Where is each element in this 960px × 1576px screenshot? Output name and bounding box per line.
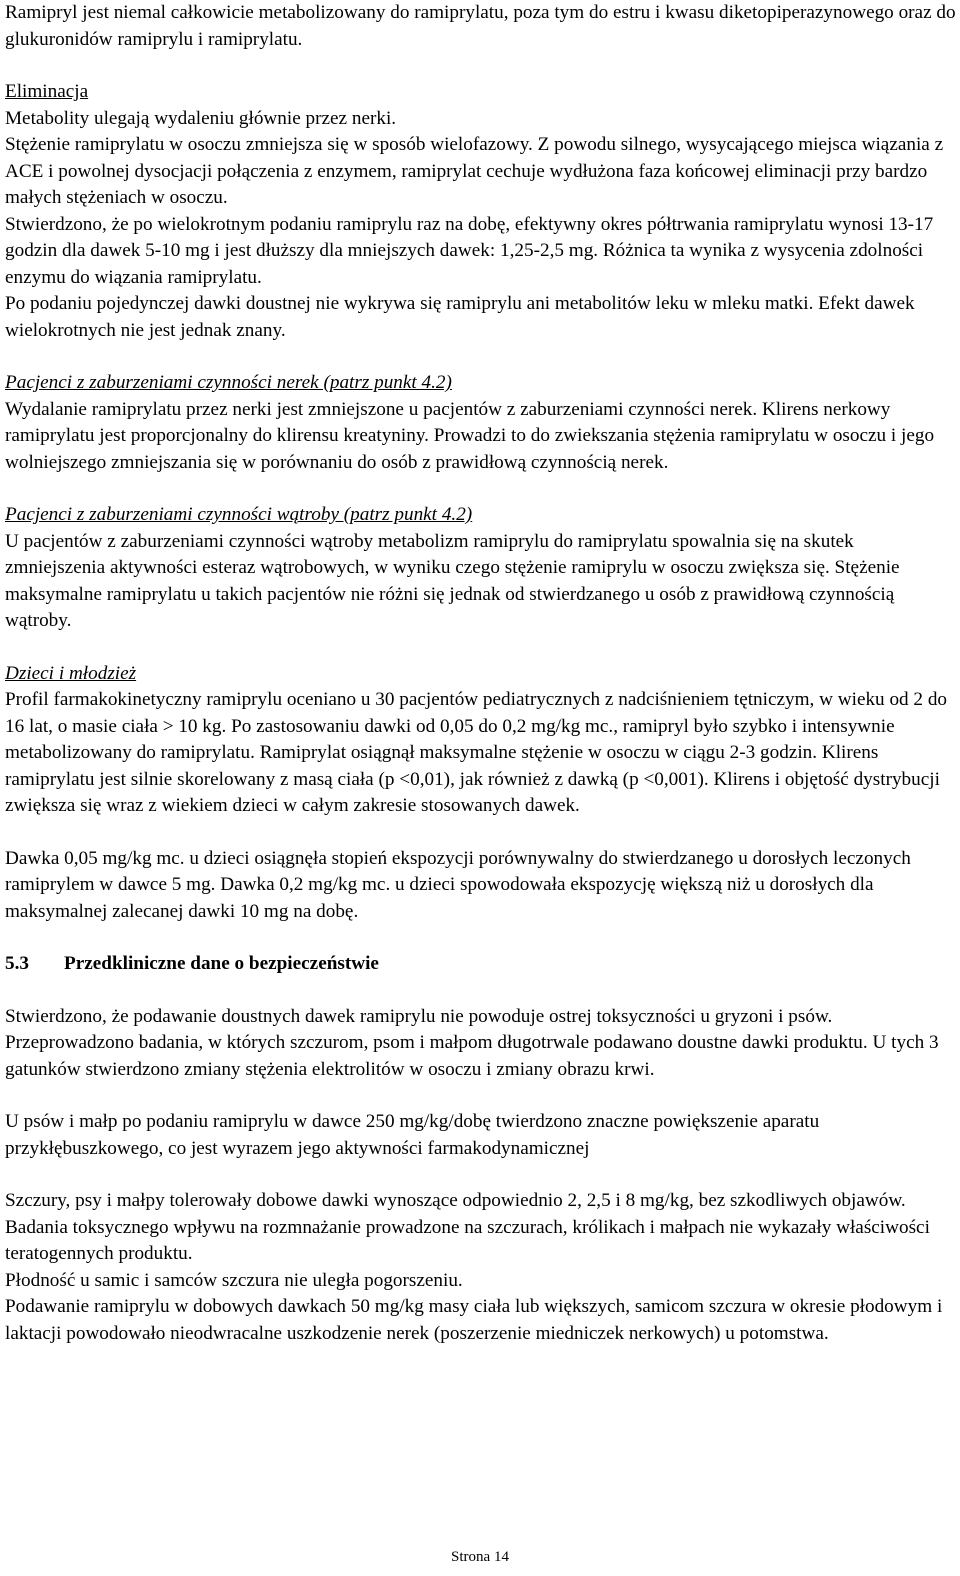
elimination-paragraph-3: Stwierdzono, że po wielokrotnym podaniu ramiprylu raz na dobę, efektywny okres półtrwania ramiprylatu wynosi 13-17 godzin dla dawek 5-10 mg i jest dłuższy dla mniejszych dawek: 1,25-2,5 mg. Różnica ta wynika z wysycenia zdolności enzymu do wiązania ramiprylatu. xyxy=(5,213,934,288)
pediatric-paragraph-2: Dawka 0,05 mg/kg mc. u dzieci osiągnęła stopień ekspozycji porównywalny do stwierdzanego u dorosłych leczonych ramiprylem w dawce 5 mg. Dawka 0,2 mg/kg mc. u dzieci spowodowała ekspozycję większą niż u dorosłych dla maksymalnej zalecanej dawki 10 mg na dobę. xyxy=(5,847,911,922)
hepatic-paragraph: U pacjentów z zaburzeniami czynności wątroby metabolizm ramiprylu do ramiprylatu spowalnia się na skutek zmniejszenia aktywności esteraz wątrobowych, w wyniku czego stężenie ramiprylu w osoczu zwiększa się. Stężenie maksymalne ramiprylatu u takich pacjentów nie różni się jednak od stwierdzanego u osób z prawidłową czynnością wątroby. xyxy=(5,530,900,631)
elimination-paragraph-4: Po podaniu pojedynczej dawki doustnej nie wykrywa się ramiprylu ani metabolitów leku w mleku matki. Efekt dawek wielokrotnych nie jest jednak znany. xyxy=(5,293,915,341)
elimination-paragraph-2: Stężenie ramiprylatu w osoczu zmniejsza się w sposób wielofazowy. Z powodu silnego, wysycającego miejsca wiązania z ACE i powolnej dysocjacji połączenia z enzymem, ramiprylat cechuje wydłużona faza końcowej eliminacji przy bardzo małych stężeniach w osoczu. xyxy=(5,134,944,208)
preclinical-paragraph-4: Badania toksycznego wpływu na rozmnażanie prowadzone na szczurach, królikach i małpach nie wykazały właściwości teratogennych produktu. xyxy=(5,1216,930,1264)
elimination-heading: Eliminacja xyxy=(5,81,89,102)
preclinical-paragraph-2: U psów i małp po podaniu ramiprylu w dawce 250 mg/kg/dobę twierdzono znaczne powiększenie aparatu przykłębuszkowego, co jest wyrazem jego aktywności farmakodynamicznej xyxy=(5,1111,820,1159)
section-title: Przedkliniczne dane o bezpieczeństwie xyxy=(64,953,379,974)
section-heading xyxy=(5,951,956,978)
preclinical-paragraph-5: Płodność u samic i samców szczura nie uległa pogorszeniu. xyxy=(5,1269,463,1291)
pediatric-paragraph-1: Profil farmakokinetyczny ramiprylu oceniano u 30 pacjentów pediatrycznych z nadciśnieniem tętniczym, w wieku od 2 do 16 lat, o masie ciała > 10 kg. Po zastosowaniu dawki od 0,05 do 0,2 mg/kg mc., ramipryl było szybko i intensywnie metabolizowany do ramiprylatu. Ramiprylat osiągnął maksymalne stężenie w osoczu w ciągu 2-3 godzin. Klirens ramiprylatu jest silnie skorelowany z masą ciała (p <0,01), jak również z dawką (p <0,001). Klirens i objętość dystrybucji zwiększa się wraz z wiekiem dzieci w całym zakresie stosowanych dawek. xyxy=(5,689,948,816)
preclinical-paragraph-3: Szczury, psy i małpy tolerowały dobowe dawki wynoszące odpowiednio 2, 2,5 i 8 mg/kg, bez szkodliwych objawów. xyxy=(5,1190,906,1211)
document-page xyxy=(5,0,956,1347)
metabolism-paragraph: Ramipryl jest niemal całkowicie metabolizowany do ramiprylatu, poza tym do estru i kwasu diketopiperazynowego oraz do glukuronidów ramiprylu i ramiprylatu. xyxy=(5,2,956,50)
preclinical-paragraph-6: Podawanie ramiprylu w dobowych dawkach 50 mg/kg masy ciała lub większych, samicom szczura w okresie płodowym i laktacji powodowało nieodwracalne uszkodzenie nerek (poszerzenie miedniczek nerkowych) u potomstwa. xyxy=(5,1296,943,1344)
hepatic-heading: Pacjenci z zaburzeniami czynności wątroby (patrz punkt 4.2) xyxy=(5,504,473,525)
renal-paragraph: Wydalanie ramiprylatu przez nerki jest zmniejszone u pacjentów z zaburzeniami czynności nerek. Klirens nerkowy ramiprylatu jest proporcjonalny do klirensu kreatyniny. Prowadzi to do zwiekszania stężenia ramiprylatu w osoczu i jego wolniejszego zmniejszania się w porównaniu do osób z prawidłową czynnością nerek. xyxy=(5,398,935,473)
page-footer: Strona 14 xyxy=(451,1549,509,1565)
preclinical-paragraph-1: Stwierdzono, że podawanie doustnych dawek ramiprylu nie powoduje ostrej toksyczności u gryzoni i psów. Przeprowadzono badania, w których szczurom, psom i małpom długotrwale podawano doustne dawki produktu. U tych 3 gatunków stwierdzono zmiany stężenia elektrolitów w osoczu i zmiany obrazu krwi. xyxy=(5,1005,939,1080)
pediatric-heading: Dzieci i młodzież xyxy=(5,662,137,684)
renal-heading: Pacjenci z zaburzeniami czynności nerek (patrz punkt 4.2) xyxy=(5,372,452,393)
section-number: 5.3 xyxy=(5,953,29,974)
elimination-paragraph-1: Metabolity ulegają wydaleniu głównie przez nerki. xyxy=(5,107,397,129)
